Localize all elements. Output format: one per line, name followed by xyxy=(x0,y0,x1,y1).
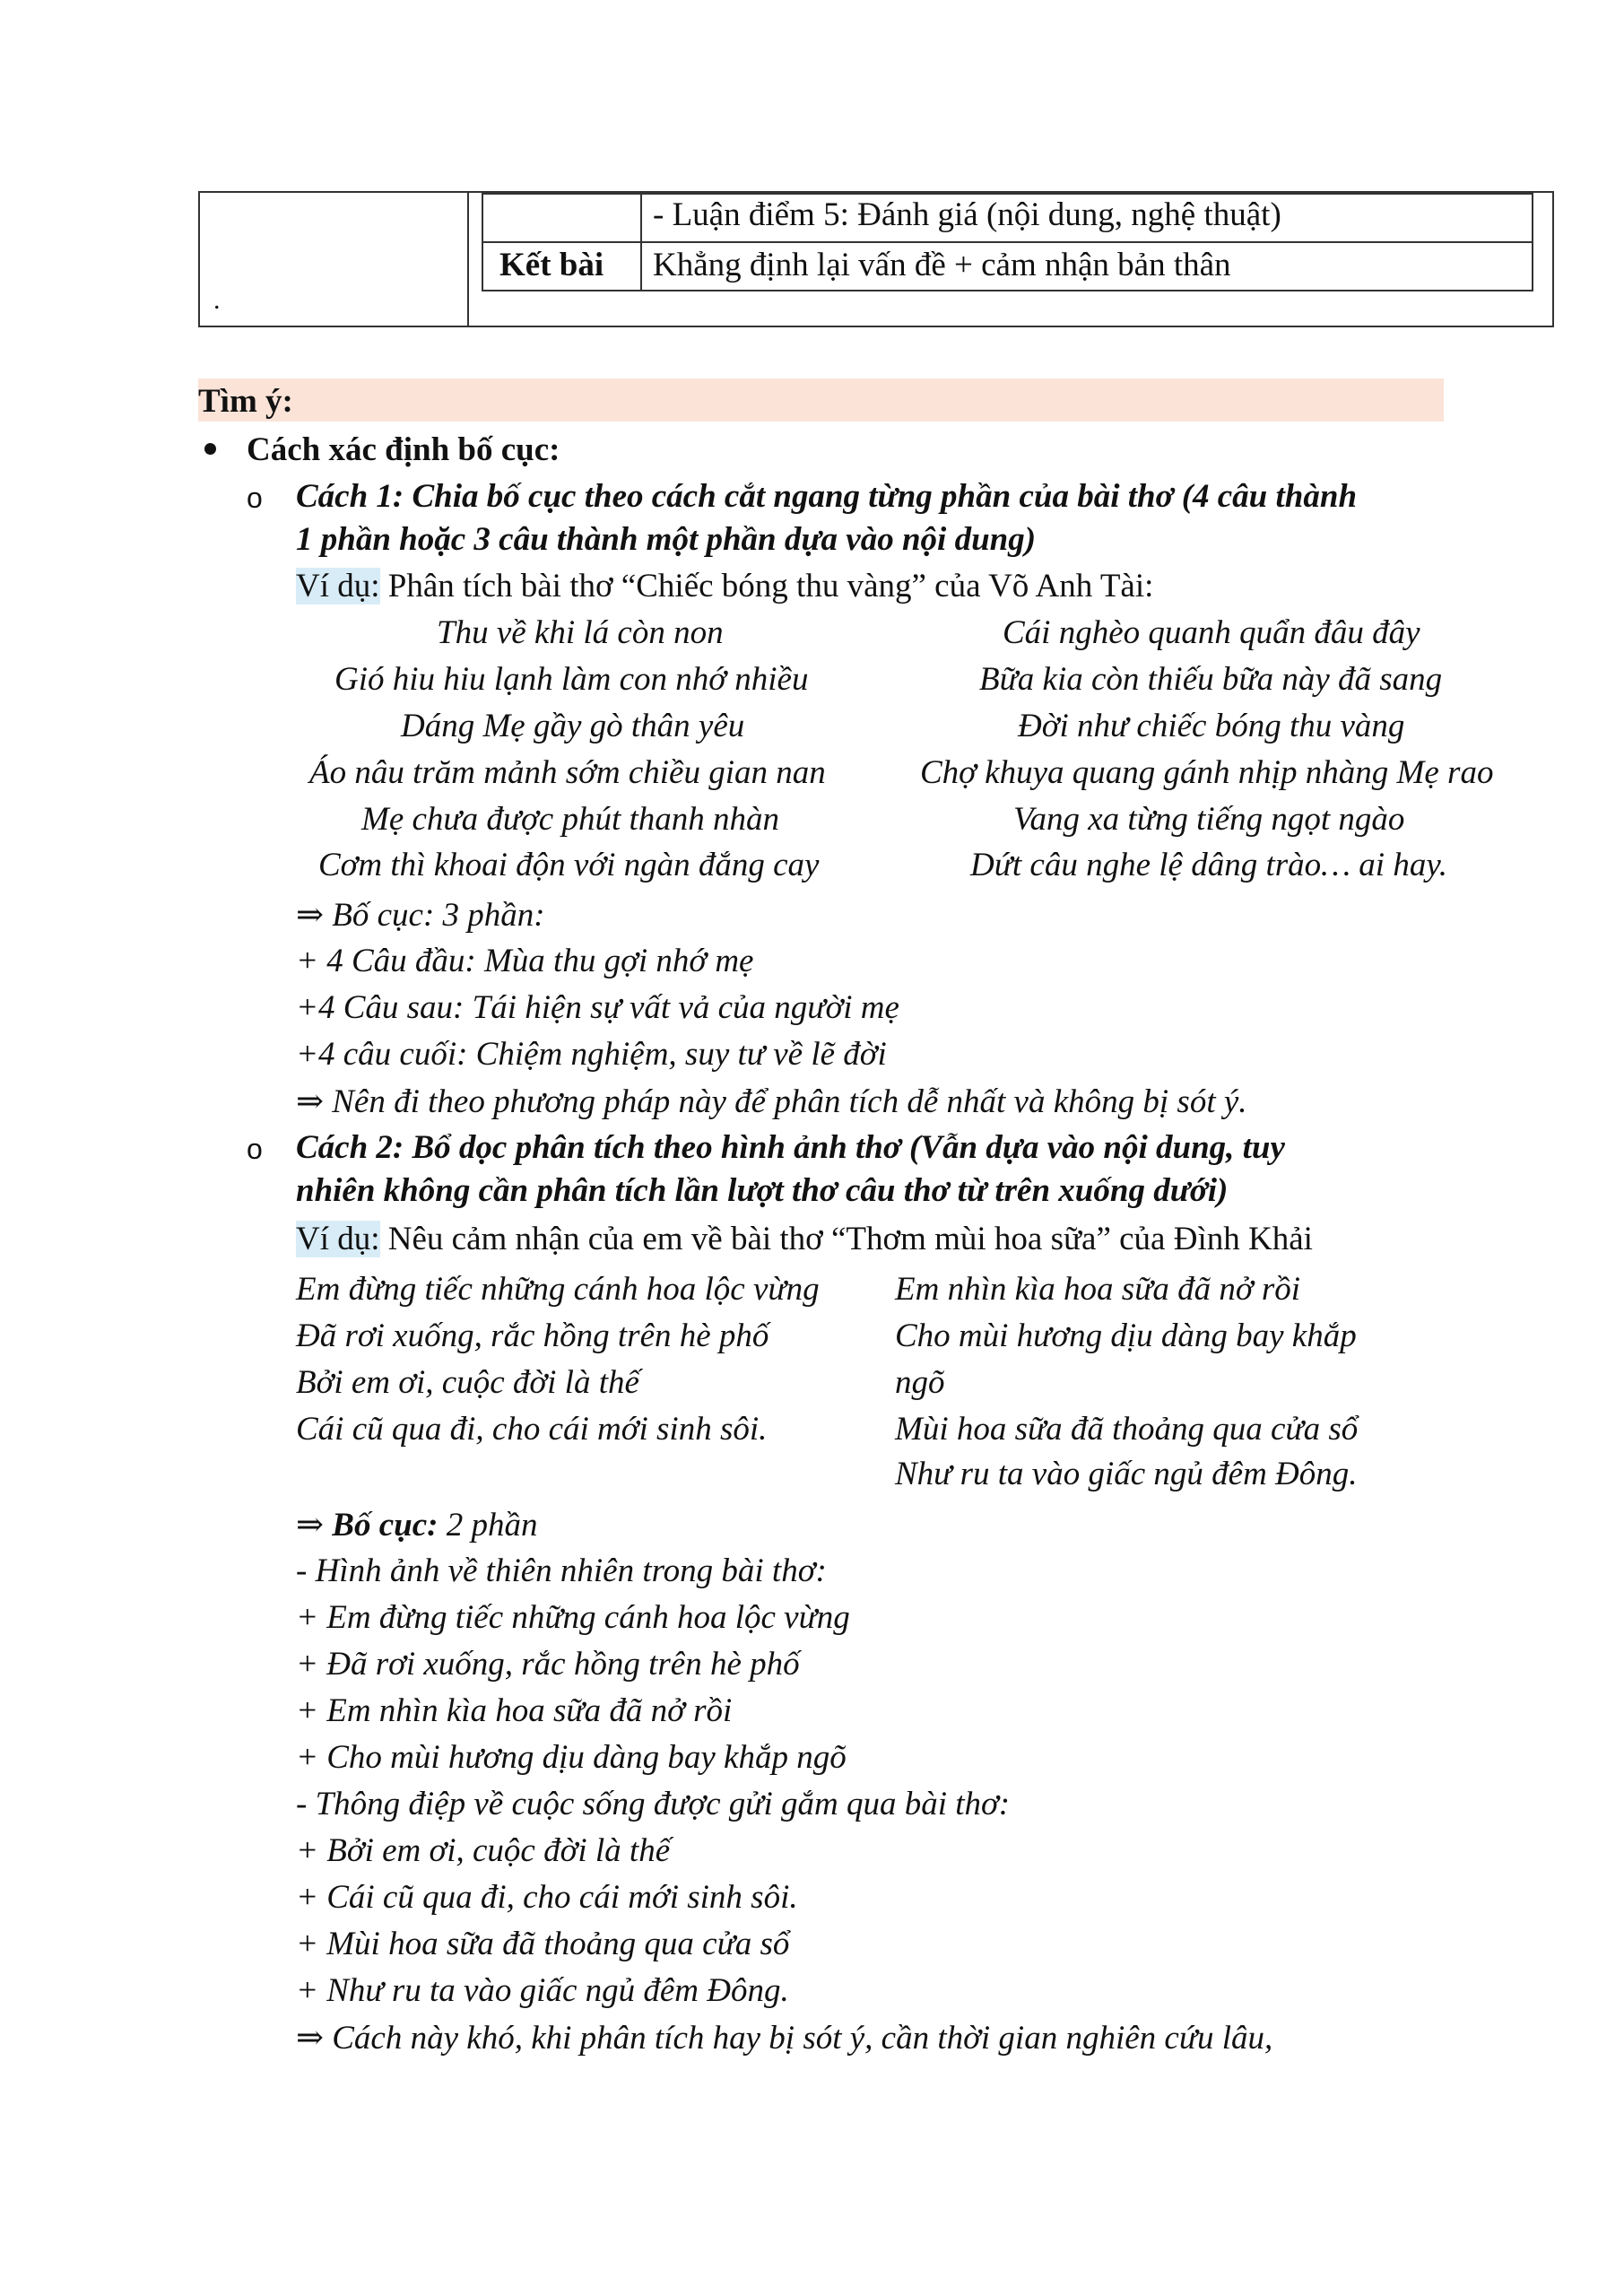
poem2-left-line: Em đừng tiếc những cánh hoa lộc vừng xyxy=(296,1271,820,1308)
method2-example xyxy=(296,1220,1313,1258)
method1-note: +4 Câu sau: Tái hiện sự vất vả của người mẹ xyxy=(296,989,899,1026)
arrow-icon: ⇒ xyxy=(296,1507,333,1544)
poem1-left-line: Mẹ chưa được phút thanh nhàn xyxy=(361,801,780,838)
poem1-left-line: Cơm thì khoai độn với ngàn đắng cay xyxy=(318,847,820,883)
method2-note: + Đã rơi xuống, rắc hồng trên hè phố xyxy=(296,1646,800,1683)
method2-note: + Em nhìn kìa hoa sữa đã nở rồi xyxy=(296,1692,733,1729)
inner-table-col-divider xyxy=(640,193,642,291)
table-left-cell-mark: . xyxy=(213,285,221,315)
circle-bullet-icon: o xyxy=(247,482,263,514)
poem2-right-line: Như ru ta vào giấc ngủ đêm Đông. xyxy=(895,1456,1358,1492)
method2-note: + Cái cũ qua đi, cho cái mới sinh sôi. xyxy=(296,1879,798,1916)
example-text: Phân tích bài thơ “Chiếc bóng thu vàng” của Võ Anh Tài: xyxy=(379,568,1154,604)
section-title-band xyxy=(198,378,1444,422)
bullet-heading: Cách xác định bố cục: xyxy=(247,431,560,468)
method1-note: +4 câu cuối: Chiệm nghiệm, suy tư về lẽ đời xyxy=(296,1036,887,1073)
poem2-left-line: Cái cũ qua đi, cho cái mới sinh sôi. xyxy=(296,1411,768,1448)
method2-note: + Như ru ta vào giấc ngủ đêm Đông. xyxy=(296,1972,789,2009)
poem1-right-line: Bữa kia còn thiếu bữa này đã sang xyxy=(979,661,1443,698)
poem2-right-line: Em nhìn kìa hoa sữa đã nở rồi xyxy=(895,1271,1301,1308)
section-title: Tìm ý: xyxy=(198,383,293,420)
method2-note: - Thông điệp về cuộc sống được gửi gắm qua bài thơ: xyxy=(296,1786,1011,1822)
poem2-right-line: ngõ xyxy=(895,1364,945,1401)
table-row2-label: Kết bài xyxy=(499,247,604,283)
method2-title-line1: Cách 2: Bổ dọc phân tích theo hình ảnh thơ (Vẫn dựa vào nội dung, tuy xyxy=(296,1129,1285,1166)
poem2-left-line: Bởi em ơi, cuộc đời là thế xyxy=(296,1364,639,1401)
method1-note: ⇒ Nên đi theo phương pháp này để phân tích dễ nhất và không bị sót ý. xyxy=(296,1083,1247,1120)
method2-note: + Cho mùi hương dịu dàng bay khắp ngõ xyxy=(296,1739,847,1776)
method2-title-line2: nhiên không cần phân tích lần lượt thơ câu thơ từ trên xuống dưới) xyxy=(296,1172,1229,1209)
inner-table-row-divider xyxy=(482,241,1533,243)
method2-layout xyxy=(296,1505,537,1544)
method2-note: - Hình ảnh về thiên nhiên trong bài thơ: xyxy=(296,1552,827,1589)
example-label: Ví dụ: xyxy=(296,1221,380,1257)
poem1-left-line: Gió hiu hiu lạnh làm con nhớ nhiều xyxy=(334,661,809,698)
method1-title-line1: Cách 1: Chia bố cục theo cách cắt ngang từng phần của bài thơ (4 câu thành xyxy=(296,478,1358,515)
method1-example xyxy=(296,567,1153,605)
method2-note: + Bởi em ơi, cuộc đời là thế xyxy=(296,1832,671,1869)
poem1-left-line: Thu về khi lá còn non xyxy=(437,614,724,651)
method2-note: + Mùi hoa sữa đã thoảng qua cửa sổ xyxy=(296,1926,790,1962)
table-column-divider xyxy=(467,191,469,327)
poem1-left-line: Áo nâu trăm mảnh sớm chiều gian nan xyxy=(309,754,826,791)
layout-value: 2 phần xyxy=(438,1507,538,1544)
poem1-left-line: Dáng Mẹ gầy gò thân yêu xyxy=(401,708,745,744)
table-row2-content: Khẳng định lại vấn đề + cảm nhận bản thân xyxy=(653,247,1231,283)
method2-note: ⇒ Cách này khó, khi phân tích hay bị sót ý, cần thời gian nghiên cứu lâu, xyxy=(296,2020,1273,2057)
layout-label: Bố cục: xyxy=(332,1507,439,1544)
example-text: Nêu cảm nhận của em về bài thơ “Thơm mùi hoa sữa” của Đình Khải xyxy=(379,1221,1313,1257)
bullet-icon xyxy=(204,443,216,455)
poem1-right-line: Dứt câu nghe lệ dâng trào… ai hay. xyxy=(970,847,1447,883)
poem2-right-line: Cho mùi hương dịu dàng bay khắp xyxy=(895,1318,1357,1354)
method1-note: + 4 Câu đầu: Mùa thu gợi nhớ mẹ xyxy=(296,943,754,979)
poem1-right-line: Vang xa từng tiếng ngọt ngào xyxy=(1013,801,1405,838)
method1-title-line2: 1 phần hoặc 3 câu thành một phần dựa vào nội dung) xyxy=(296,521,1037,558)
poem1-right-line: Chợ khuya quang gánh nhịp nhàng Mẹ rao xyxy=(920,754,1494,791)
circle-bullet-icon: o xyxy=(247,1133,263,1165)
method2-note: + Em đừng tiếc những cánh hoa lộc vừng xyxy=(296,1599,850,1636)
poem1-right-line: Đời như chiếc bóng thu vàng xyxy=(1018,708,1405,744)
poem1-right-line: Cái nghèo quanh quẩn đâu đây xyxy=(1003,614,1420,651)
poem2-left-line: Đã rơi xuống, rắc hồng trên hè phố xyxy=(296,1318,769,1354)
method1-note: ⇒ Bố cục: 3 phần: xyxy=(296,897,545,934)
example-label: Ví dụ: xyxy=(296,568,380,604)
table-row1-content: - Luận điểm 5: Đánh giá (nội dung, nghệ thuật) xyxy=(653,196,1281,233)
poem2-right-line: Mùi hoa sữa đã thoảng qua cửa sổ xyxy=(895,1411,1359,1448)
